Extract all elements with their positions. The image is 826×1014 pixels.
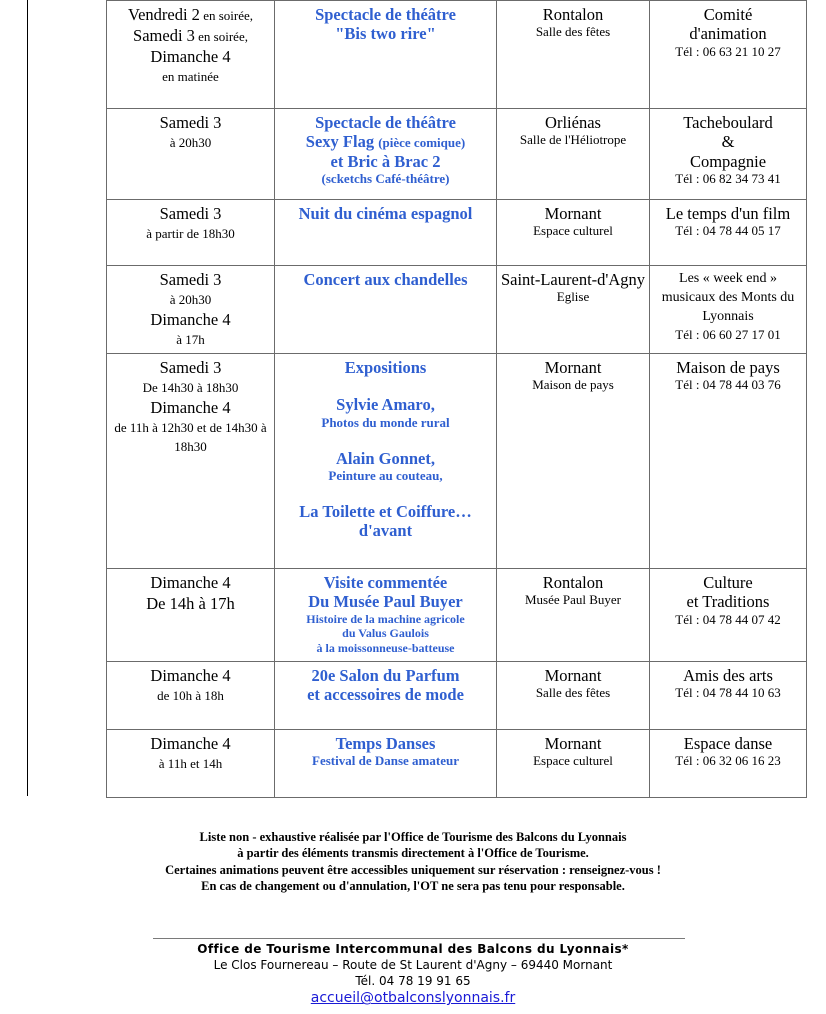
event-time: en soirée,	[199, 8, 253, 23]
event-title-line: La Toilette et Coiffure…	[299, 501, 472, 521]
event-venue: Eglise	[556, 289, 590, 305]
event-title-line: Festival de Danse amateur	[312, 753, 459, 769]
event-title-line: Sylvie Amaro,	[336, 395, 435, 415]
event-time: de 11h à 12h30 et de 14h30 à 18h30	[114, 419, 267, 454]
note-line-2: à partir des éléments transmis directement à l'Office de Tourisme.	[237, 846, 589, 861]
event-place-cell	[497, 730, 650, 798]
event-row	[107, 662, 807, 730]
event-town: Saint-Laurent-d'Agny	[500, 270, 646, 289]
event-title-line: Alain Gonnet,	[335, 448, 436, 468]
event-venue: Espace culturel	[533, 223, 613, 239]
event-organizer-cell	[650, 200, 807, 266]
event-venue: Espace culturel	[533, 753, 613, 769]
event-place-cell	[497, 266, 650, 354]
event-time: de 10h à 18h	[157, 687, 224, 703]
event-organizer-cell	[650, 109, 807, 200]
organizer-name: Comité	[703, 5, 753, 24]
event-day: Samedi 3	[159, 270, 222, 289]
event-town: Mornant	[544, 204, 602, 223]
event-day: Samedi 3	[159, 204, 222, 223]
event-title-line: Spectacle de théâtre	[315, 5, 456, 24]
note-line-1: Liste non - exhaustive réalisée par l'Office de Tourisme des Balcons du Lyonnais	[199, 830, 627, 844]
note-line-4: En cas de changement ou d'annulation, l'OT ne sera pas tenu pour responsable.	[201, 878, 625, 893]
event-title-cell	[275, 730, 497, 798]
office-footer	[0, 942, 826, 1008]
event-day: Samedi 3	[159, 358, 222, 377]
event-date-cell	[107, 200, 275, 266]
event-day: De 14h à 17h	[146, 593, 235, 613]
event-organizer-cell	[650, 266, 807, 354]
event-title-line: (scketchs Café-théâtre)	[321, 171, 450, 187]
organizer-tel: Tél : 06 60 27 17 01	[675, 326, 781, 342]
event-town: Mornant	[544, 666, 602, 685]
event-day: Samedi 3	[159, 113, 222, 132]
event-title-line: et accessoires de mode	[307, 685, 464, 705]
event-day: Dimanche 4	[150, 666, 231, 685]
event-town: Mornant	[544, 358, 602, 377]
office-address: Le Clos Fournereau – Route de St Laurent d'Agny – 69440 Mornant	[213, 957, 613, 972]
event-town: Orliénas	[545, 113, 601, 132]
event-title-line: d'avant	[358, 521, 413, 541]
event-row	[107, 200, 807, 266]
event-town: Rontalon	[542, 5, 604, 24]
event-organizer-cell	[650, 662, 807, 730]
event-date-cell	[107, 109, 275, 200]
event-row	[107, 266, 807, 354]
organizer-name: Les « week end » musicaux des Monts du Lyonnais	[661, 271, 795, 324]
organizer-name: Maison de pays	[676, 358, 780, 377]
events-table-body	[107, 1, 807, 798]
organizer-tel: Tél : 06 82 34 73 41	[675, 171, 781, 187]
event-title-line: Concert aux chandelles	[303, 270, 468, 289]
event-date-cell	[107, 266, 275, 354]
event-venue: Salle de l'Héliotrope	[519, 132, 627, 148]
organizer-tel: Tél : 04 78 44 10 63	[675, 685, 781, 701]
event-organizer-cell	[650, 730, 807, 798]
office-title: Office de Tourisme Intercommunal des Balcons du Lyonnais*	[197, 942, 629, 956]
event-organizer-cell	[650, 569, 807, 662]
organizer-name: Tacheboulard	[683, 113, 773, 132]
event-time: De 14h30 à 18h30	[142, 379, 239, 395]
event-time: à 20h30	[169, 134, 212, 150]
event-row	[107, 730, 807, 798]
event-title-line: Expositions	[344, 358, 427, 377]
event-organizer-cell	[650, 354, 807, 569]
event-place-cell	[497, 1, 650, 109]
event-day: Dimanche 4	[150, 46, 231, 66]
event-day: Vendredi 2	[127, 5, 200, 24]
organizer-tel: Tél : 06 32 06 16 23	[675, 753, 781, 769]
event-title-line: Sexy Flag	[305, 132, 379, 152]
organizer-name: d'animation	[689, 24, 767, 44]
event-title-line: Spectacle de théâtre	[315, 113, 456, 132]
disclaimer-note	[0, 829, 826, 894]
event-title-cell	[275, 200, 497, 266]
event-title-line: et Bric à Brac 2	[330, 151, 441, 171]
office-email-link[interactable]: accueil@otbalconslyonnais.fr	[310, 990, 516, 1007]
organizer-name: Espace danse	[683, 734, 773, 753]
event-title-line: Visite commentée	[323, 573, 448, 592]
event-place-cell	[497, 662, 650, 730]
event-title-line: 20e Salon du Parfum	[311, 666, 460, 685]
event-title-line: du Valus Gaulois	[342, 626, 429, 641]
spacer	[278, 377, 493, 395]
left-margin-rule	[27, 0, 28, 796]
event-title-cell	[275, 266, 497, 354]
event-time: à partir de 18h30	[146, 225, 235, 241]
event-place-cell	[497, 200, 650, 266]
event-title-line: Du Musée Paul Buyer	[308, 592, 463, 612]
events-table	[106, 0, 807, 798]
organizer-tel: Tél : 04 78 44 03 76	[675, 377, 781, 393]
event-time: à 20h30	[169, 291, 212, 307]
event-title-line: Peinture au couteau,	[328, 468, 443, 483]
event-row	[107, 109, 807, 200]
event-date-cell	[107, 354, 275, 569]
organizer-name: et Traditions	[686, 592, 770, 612]
event-title-line: Photos du monde rural	[321, 414, 450, 430]
event-title-cell	[275, 354, 497, 569]
event-date-cell	[107, 662, 275, 730]
event-title-cell	[275, 662, 497, 730]
footer-separator	[153, 938, 685, 939]
event-date-cell	[107, 569, 275, 662]
spacer	[278, 431, 493, 449]
note-line-3: Certaines animations peuvent être accessibles uniquement sur réservation : renseignez-vous !	[165, 862, 661, 877]
event-row	[107, 569, 807, 662]
organizer-name: Compagnie	[689, 151, 767, 171]
event-venue: Musée Paul Buyer	[524, 592, 622, 608]
office-tel: Tél. 04 78 19 91 65	[355, 973, 471, 988]
organizer-name: Culture	[703, 573, 753, 592]
event-time: en soirée,	[194, 28, 248, 44]
organizer-name: &	[721, 132, 735, 152]
event-time: à 17h	[176, 331, 205, 347]
organizer-tel: Tél : 04 78 44 05 17	[675, 223, 781, 239]
spacer	[278, 484, 493, 502]
organizer-tel: Tél : 06 63 21 10 27	[675, 43, 781, 59]
event-time: en matinée	[162, 68, 219, 84]
event-title-cell	[275, 1, 497, 109]
event-venue: Salle des fêtes	[535, 24, 611, 40]
event-place-cell	[497, 569, 650, 662]
event-row	[107, 354, 807, 569]
event-subtitle: (pièce comique)	[378, 135, 466, 151]
organizer-name: Amis des arts	[683, 666, 773, 685]
event-town: Mornant	[544, 734, 602, 753]
event-title-line: Temps Danses	[335, 734, 436, 753]
event-title-line: "Bis two rire"	[335, 24, 436, 44]
event-organizer-cell	[650, 1, 807, 109]
event-title-line: Histoire de la machine agricole	[306, 611, 465, 626]
event-title-cell	[275, 109, 497, 200]
organizer-name: Le temps d'un film	[665, 204, 791, 223]
event-day: Samedi 3	[133, 25, 195, 45]
organizer-tel: Tél : 04 78 44 07 42	[675, 611, 781, 627]
event-place-cell	[497, 354, 650, 569]
event-place-cell	[497, 109, 650, 200]
event-title-line: à la moissonneuse-batteuse	[316, 640, 455, 655]
event-town: Rontalon	[542, 573, 604, 592]
event-venue: Maison de pays	[532, 377, 614, 393]
event-day: Dimanche 4	[150, 573, 231, 592]
event-day: Dimanche 4	[150, 397, 231, 417]
event-day: Dimanche 4	[150, 309, 231, 329]
event-day: Dimanche 4	[150, 734, 231, 753]
event-title-cell	[275, 569, 497, 662]
event-date-cell	[107, 1, 275, 109]
event-venue: Salle des fêtes	[535, 685, 611, 701]
event-date-cell	[107, 730, 275, 798]
event-title-line: Nuit du cinéma espagnol	[298, 204, 473, 223]
event-row	[107, 1, 807, 109]
event-time: à 11h et 14h	[158, 755, 223, 771]
